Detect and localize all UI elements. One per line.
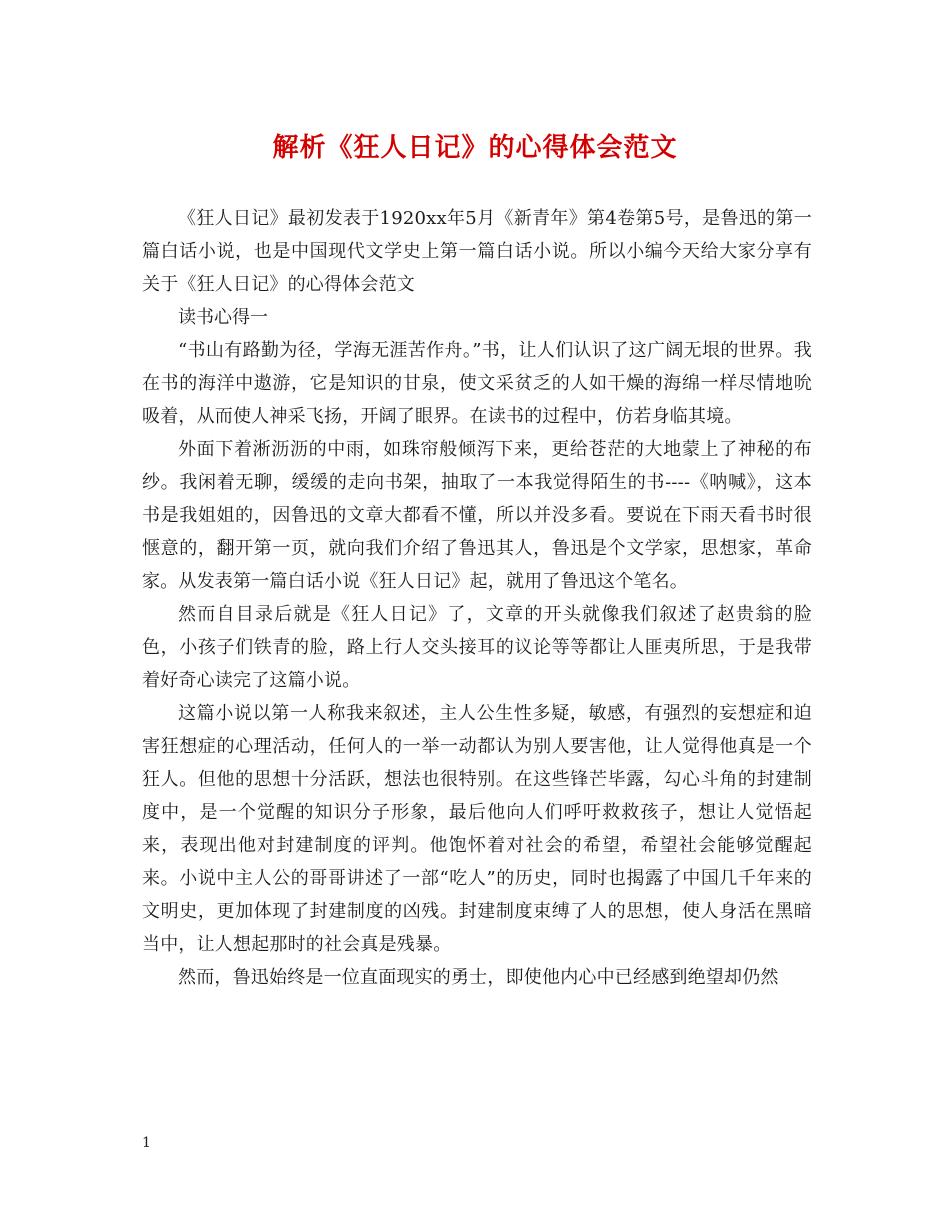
page-number: 1 xyxy=(142,1135,151,1151)
body-paragraph-5: 然而，鲁迅始终是一位直面现实的勇士，即使他内心中已经感到绝望却仍然 xyxy=(178,967,779,988)
body-paragraph-4: 这篇小说以第一人称我来叙述，主人公生性多疑，敏感，有强烈的妄想症和迫害狂想症的心理活动，任何人的一举一动都认为别人要害他，让人觉得他真是一个狂人。但他的思想十分活跃，想法也很特别。在这些锋芒毕露，勾心斗角的封建制度中，是一个觉醒的知识分子形象，最后他向人们呼吁救救孩子，想让人觉悟起来，表现出他对封建制度的评判。他饱怀着对社会的希望，希望社会能够觉醒起来。小说中主人公的哥哥讲述了一部“吃人”的历史，同时也揭露了中国几千年来的文明史，更加体现了封建制度的凶残。封建制度束缚了人的思想，使人身活在黑暗当中，让人想起那时的社会真是残暴。 xyxy=(142,703,812,955)
document-body xyxy=(142,202,812,994)
document-title: 解析《狂人日记》的心得体会范文 xyxy=(272,133,678,163)
body-paragraph-1: “书山有路勤为径，学海无涯苦作舟。”书，让人们认识了这广阔无垠的世界。我在书的海洋中遨游，它是知识的甘泉，使文采贫乏的人如干燥的海绵一样尽情地吮吸着，从而使人神采飞扬，开阔了眼界。在读书的过程中，仿若身临其境。 xyxy=(142,340,812,427)
body-paragraph-2: 外面下着淅沥沥的中雨，如珠帘般倾泻下来，更给苍茫的大地蒙上了神秘的布纱。我闲着无聊，缓缓的走向书架，抽取了一本我觉得陌生的书----《呐喊》，这本书是我姐姐的，因鲁迅的文章大都看不懂，所以并没多看。要说在下雨天看书时很惬意的，翻开第一页，就向我们介绍了鲁迅其人，鲁迅是个文学家，思想家，革命家。从发表第一篇白话小说《狂人日记》起，就用了鲁迅这个笔名。 xyxy=(142,439,812,592)
intro-paragraph: 《狂人日记》最初发表于1920xx年5月《新青年》第4卷第5号，是鲁迅的第一篇白话小说，也是中国现代文学史上第一篇白话小说。所以小编今天给大家分享有关于《狂人日记》的心得体会范文 xyxy=(142,208,812,295)
section-heading: 读书心得一 xyxy=(178,307,268,328)
body-paragraph-3: 然而自目录后就是《狂人日记》了，文章的开头就像我们叙述了赵贵翁的脸色，小孩子们铁青的脸，路上行人交头接耳的议论等等都让人匪夷所思，于是我带着好奇心读完了这篇小说。 xyxy=(142,604,812,691)
